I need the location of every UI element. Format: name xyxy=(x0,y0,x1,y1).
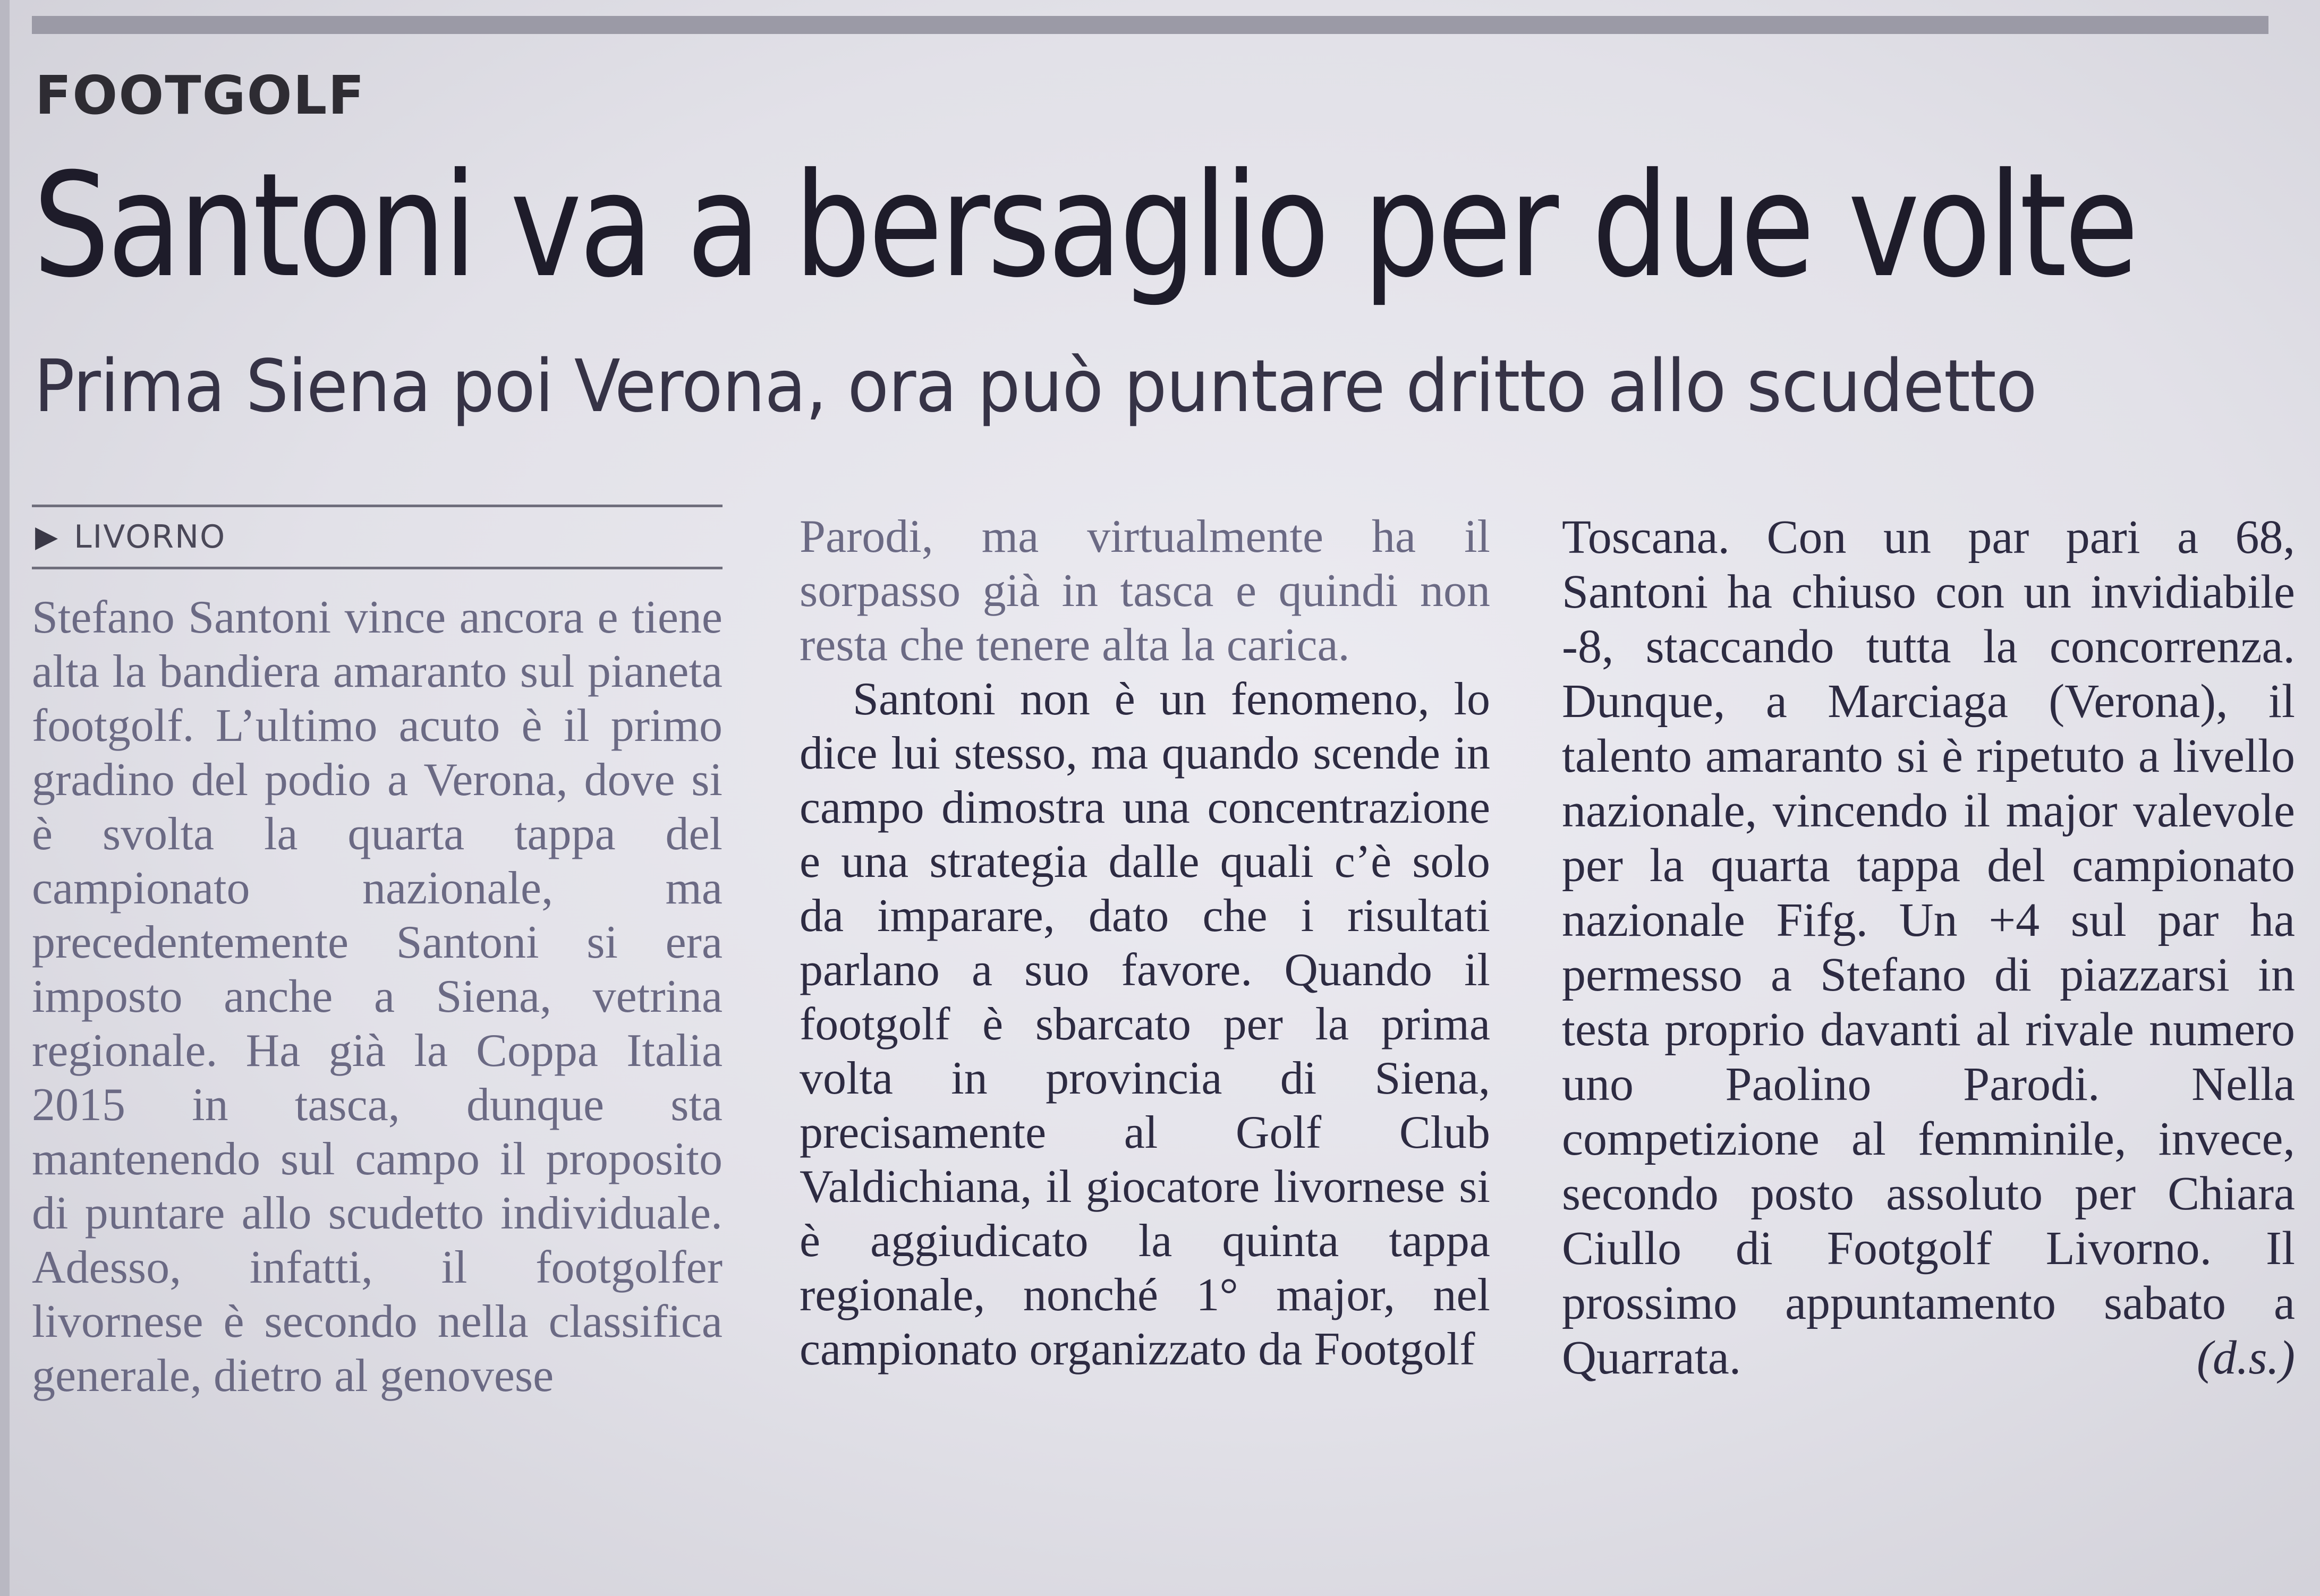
column-1-text: Stefano Santoni vince ancora e tiene alta la bandiera amaranto sul pianeta footgolf. L’ultimo acuto è il primo gradino del podio a Verona, dove si è svolta la quarta tappa del campionato nazionale, ma precedentemente Santoni si era imposto anche a Siena, vetrina regionale. Ha già la Coppa Italia 2015 in tasca, dunque sta mantenendo sul campo il proposito di puntare allo scudetto individuale. Adesso, infatti, il footgolfer livornese è secondo nella classifica generale, dietro al genovese xyxy=(32,592,723,1402)
dateline: LIVORNO xyxy=(74,518,226,556)
column-2 xyxy=(800,510,1490,1377)
top-rule xyxy=(32,16,2268,34)
column-2-paragraph-1: Parodi, ma virtualmente ha il sorpasso già in tasca e quindi non resta che tenere alta la carica. xyxy=(800,511,1490,671)
column-2-paragraph-2: Santoni non è un fenomeno, lo dice lui stesso, ma quando scende in campo dimostra una concentrazione e una strategia dalle quali c’è solo da imparare, dato che i risultati parlano a suo favore. Quando il footgolf è sbarcato per la prima volta in provincia di Siena, precisamente al Golf Club Valdichiana, il giocatore livornese si è aggiudicato la quinta tappa regionale, nonché 1° major, nel campionato organizzato da Footgolf xyxy=(800,673,1490,1375)
page-edge xyxy=(0,0,10,1596)
subheadline: Prima Siena poi Verona, ora può puntare dritto allo scudetto xyxy=(34,345,2037,429)
section-kicker: FOOTGOLF xyxy=(35,64,366,126)
column-1 xyxy=(32,505,723,1403)
dateline-box xyxy=(32,505,723,569)
article-body xyxy=(32,505,2295,1514)
author-signature: (d.s.) xyxy=(2197,1332,2295,1384)
triangle-marker-icon: ▶ xyxy=(35,519,58,554)
headline: Santoni va a bersaglio per due volte xyxy=(33,142,2136,309)
column-3 xyxy=(1562,510,2295,1385)
column-3-text xyxy=(1562,510,2295,1385)
column-3-paragraph: Toscana. Con un par pari a 68, Santoni ha chiuso con un invidiabile -8, staccando tutta la concorrenza. Dunque, a Marciaga (Verona), il talento amaranto si è ripetuto a livello nazionale, vincendo il major valevole per la quarta tappa del campionato nazionale Fifg. Un +4 sul par ha permesso a Stefano di piazzarsi in testa proprio davanti al rivale numero uno Paolino Parodi. Nella competizione al femminile, invece, secondo posto assoluto per Chiara Ciullo di Footgolf Livorno. Il prossimo appuntamento sabato a Quarrata. xyxy=(1562,511,2295,1384)
